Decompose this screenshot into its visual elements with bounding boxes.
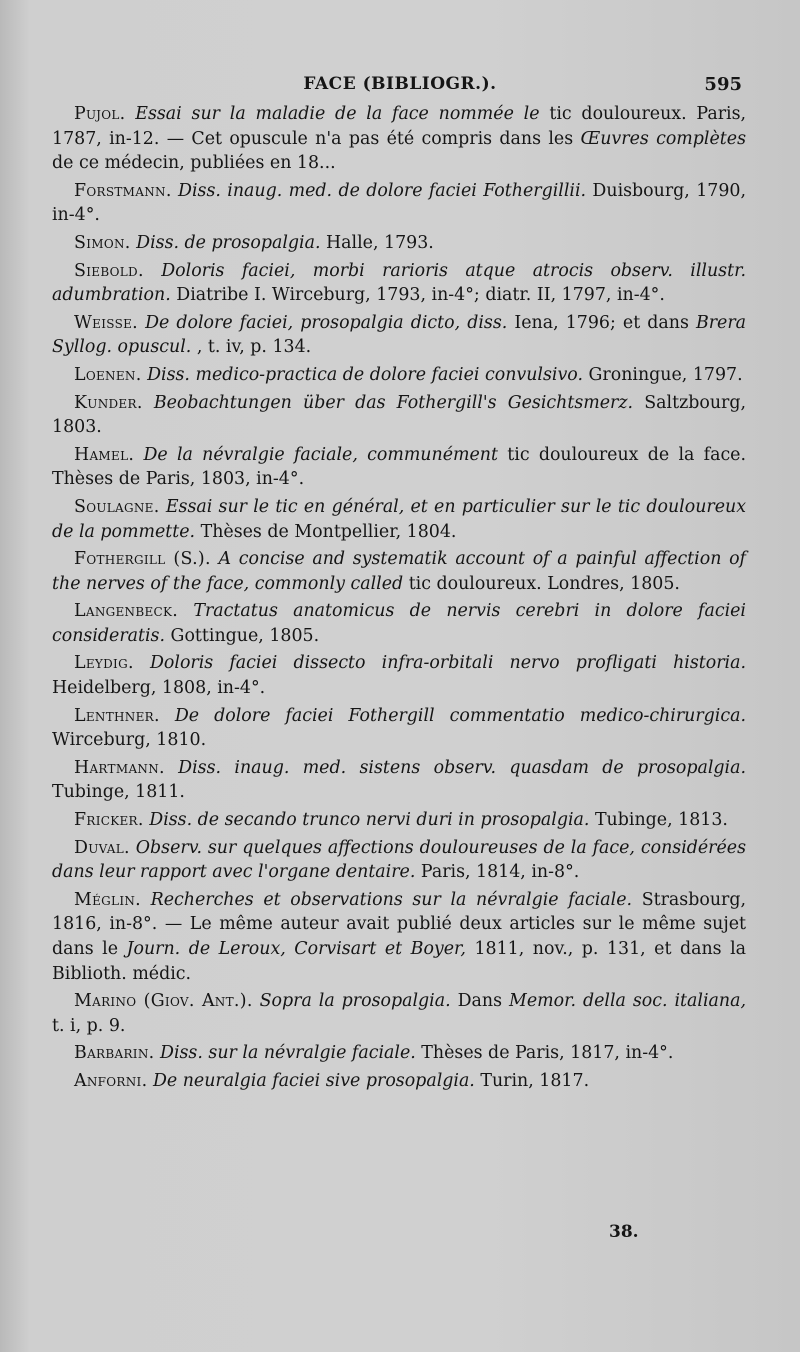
entry-publication: Dans: [457, 991, 503, 1012]
entry-publication: Saltzbourg, 1803.: [52, 392, 747, 438]
entry-title: Observ. sur quelques affections douloureuses de la face, considérées dans leur rapport avec l'organe dentaire.: [52, 837, 746, 883]
entry-publication: tic douloureux. Londres, 1805.: [408, 573, 680, 594]
entry-title-secondary: Œuvres complètes: [580, 128, 746, 149]
entry-author: Soulagne.: [74, 496, 160, 517]
entry-title: Diss. medico-practica de dolore faciei convulsivo.: [147, 364, 583, 385]
entry-title: Doloris faciei dissecto infra-orbitali nervo profligati historia.: [149, 653, 746, 674]
bibliography-entry: [52, 363, 746, 388]
bibliography-entry: [52, 651, 746, 700]
bibliography-entry: [52, 836, 746, 885]
entry-publication: tic douloureux. Paris, 1787, in-12. — Cet opuscule n'a pas été compris dans les: [52, 104, 747, 149]
entry-author: Forstmann.: [74, 180, 172, 201]
entry-author: Méglin.: [74, 889, 141, 910]
entry-title: Sopra la prosopalgia.: [259, 991, 451, 1012]
entry-title-secondary: Memor. della soc. italiana,: [509, 991, 746, 1012]
entry-author: Loenen.: [74, 364, 142, 385]
entry-author: Barbarin.: [74, 1043, 155, 1064]
entry-title: A concise and systematik account of a painful affection of the nerves of the face, commonly called: [52, 549, 746, 594]
entry-title: Diss. inaug. med. sistens observ. quasdam de prosopalgia.: [178, 757, 746, 778]
entry-title: Diss. de secando trunco nervi duri in prosopalgia.: [149, 810, 590, 831]
entry-publication: Strasbourg, 1816, in-8°. — Le même auteur avait publié deux articles sur le même sujet dans le: [52, 889, 746, 959]
entry-publication-secondary: , t. iv, p. 134.: [196, 337, 312, 358]
bibliography-entry: [52, 391, 746, 440]
entry-title: De la névralgie faciale, communément: [143, 444, 498, 465]
entry-publication: Wirceburg, 1810.: [52, 730, 207, 751]
entry-title: Beobachtungen über das Fothergill's Gesichtsmerz.: [153, 392, 634, 413]
entry-title: Essai sur le tic en général, et en particulier sur le tic douloureux de la pommette.: [52, 496, 747, 542]
entry-author: Langenbeck.: [74, 601, 179, 622]
bibliography-entry: [52, 756, 746, 805]
entry-title: Tractatus anatomicus de nervis cerebri in dolore faciei consideratis.: [52, 601, 746, 646]
entry-publication-secondary: 1811, nov., p. 131, et dans la Biblioth. médic.: [52, 939, 747, 984]
bibliography-entry: [52, 179, 746, 228]
entry-author: Anforni.: [74, 1070, 148, 1091]
entry-author: Lenthner.: [74, 705, 160, 726]
entry-title: Diss. sur la névralgie faciale.: [160, 1043, 416, 1064]
entry-author: Kunder.: [74, 392, 143, 413]
entry-author: Pujol.: [74, 104, 126, 124]
entry-publication: Gottingue, 1805.: [170, 625, 320, 646]
entry-publication: Diatribe I. Wirceburg, 1793, in-4°; diatr. II, 1797, in-4°.: [176, 285, 665, 306]
bibliography-entry: [52, 808, 746, 833]
entry-publication: Duisbourg, 1790, in-4°.: [52, 180, 746, 226]
entry-author: Fothergill (S.).: [74, 549, 211, 570]
entry-publication: Tubinge, 1813.: [594, 810, 728, 831]
bibliography-entry: [52, 1069, 746, 1094]
entry-title: De neuralgia faciei sive prosopalgia.: [152, 1070, 475, 1091]
entry-publication-secondary: t. i, p. 9.: [52, 1015, 126, 1036]
entry-author: Hartmann.: [74, 757, 165, 778]
entry-author: Duval.: [74, 837, 130, 858]
bibliography-entry: [52, 704, 746, 753]
entry-title-secondary: Journ. de Leroux, Corvisart et Boyer,: [126, 939, 466, 959]
bibliography-entry: [52, 495, 746, 544]
bibliography-entry: [52, 1041, 746, 1066]
entry-title: Diss. inaug. med. de dolore faciei Fothergillii.: [178, 180, 587, 201]
bibliography-list: [52, 102, 746, 1097]
entry-publication: tic douloureux de la face. Thèses de Paris, 1803, in-4°.: [52, 444, 747, 490]
entry-author: Simon.: [74, 232, 131, 253]
entry-author: Fricker.: [74, 810, 144, 831]
bibliography-entry: [52, 599, 746, 648]
entry-author: Marino (Giov. Ant.).: [74, 991, 253, 1012]
entry-publication: Turin, 1817.: [480, 1070, 590, 1091]
entry-author: Leydig.: [74, 653, 134, 674]
entry-title: Diss. de prosopalgia.: [136, 232, 321, 253]
running-head: FACE (BIBLIOGR.).: [303, 74, 497, 94]
bibliography-entry: [52, 989, 746, 1038]
entry-title: De dolore faciei Fothergill commentatio medico-chirurgica.: [174, 705, 746, 726]
page-header: [0, 74, 800, 102]
signature-mark: 38.: [609, 1222, 639, 1242]
bibliography-entry: [52, 231, 746, 256]
bibliography-entry: [52, 102, 746, 176]
entry-publication-secondary: de ce médecin, publiées en 18...: [52, 153, 336, 174]
entry-title-secondary: Brera Syllog. opuscul.: [52, 312, 747, 358]
entry-publication: Groningue, 1797.: [588, 364, 743, 385]
entry-title: De dolore faciei, prosopalgia dicto, diss.: [145, 312, 508, 333]
bibliography-entry: [52, 259, 746, 308]
entry-author: Siebold.: [74, 260, 144, 281]
entry-author: Hamel.: [74, 444, 135, 465]
entry-title: Recherches et observations sur la névralgie faciale.: [150, 889, 633, 910]
bibliography-entry: [52, 547, 746, 596]
entry-title: Essai sur la maladie de la face nommée le: [135, 104, 540, 124]
entry-author: Weisse.: [74, 312, 138, 333]
entry-publication: Iena, 1796; et dans: [514, 312, 689, 333]
entry-publication: Thèses de Montpellier, 1804.: [200, 521, 457, 542]
page-number: 595: [704, 74, 742, 95]
entry-publication: Heidelberg, 1808, in-4°.: [52, 678, 266, 699]
entry-publication: Paris, 1814, in-8°.: [420, 862, 580, 883]
bibliography-entry: [52, 888, 746, 986]
entry-publication: Tubinge, 1811.: [52, 782, 185, 803]
entry-publication: Thèses de Paris, 1817, in-4°.: [421, 1043, 674, 1064]
bibliography-entry: [52, 443, 746, 492]
entry-title: Doloris faciei, morbi rarioris atque atrocis observ. illustr. adumbration.: [52, 260, 746, 306]
bibliography-entry: [52, 311, 746, 360]
entry-publication: Halle, 1793.: [326, 232, 434, 253]
